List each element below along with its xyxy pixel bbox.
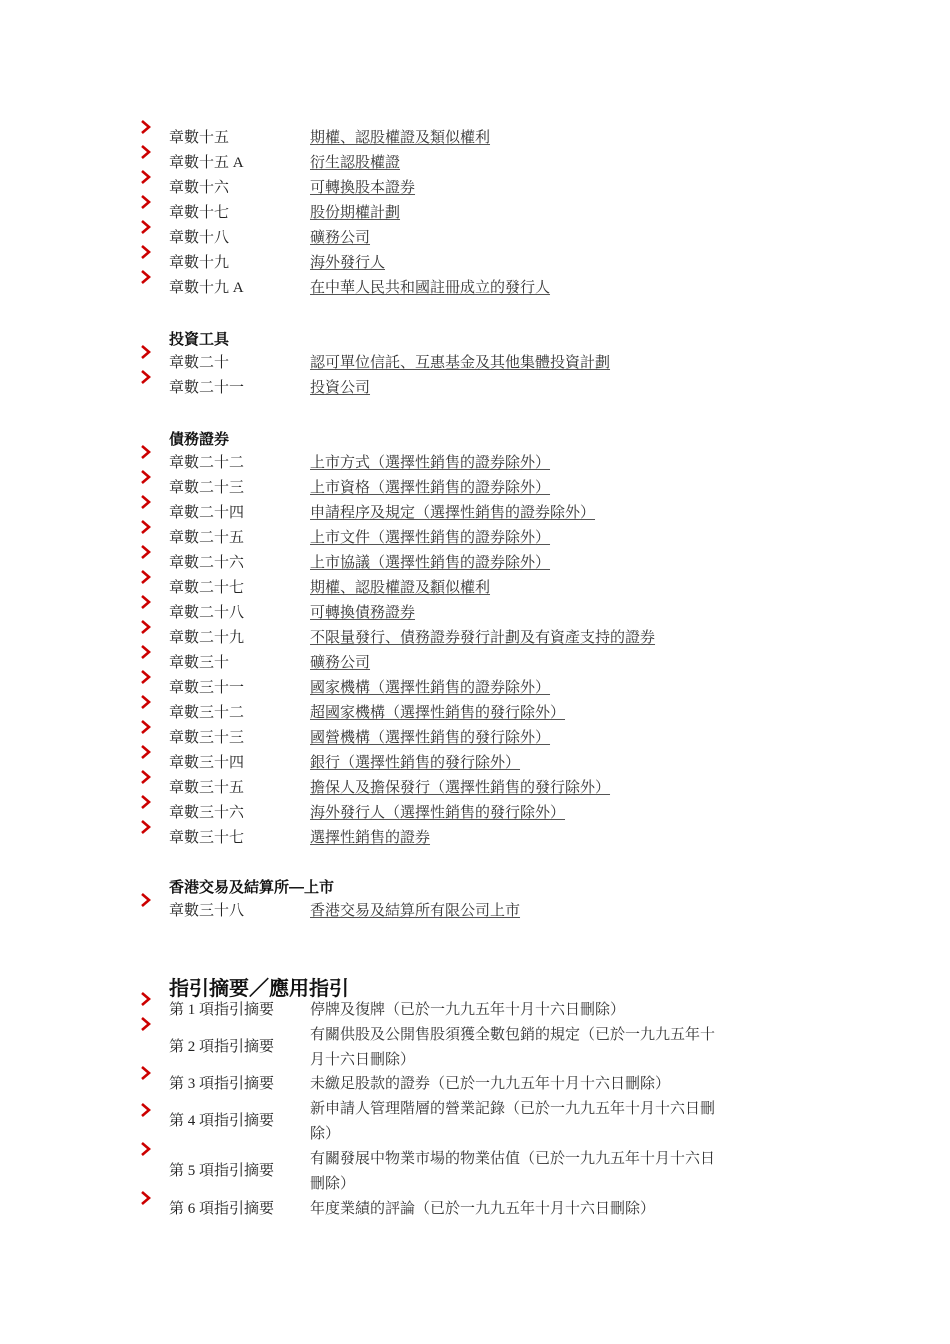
guidance-item xyxy=(140,1097,780,1147)
guidance-description: 停牌及復牌（已於一九九五年十月十六日刪除） xyxy=(310,1002,626,1018)
chapter-number: 章數二十四 xyxy=(169,505,245,521)
chapter-link[interactable]: 認可單位信託、互惠基金及其他集體投資計劃 xyxy=(310,355,611,371)
chapter-link[interactable]: 在中華人民共和國註冊成立的發行人 xyxy=(310,280,551,296)
chapter-number: 章數二十五 xyxy=(169,530,245,546)
guidance-label: 第 2 項指引摘要 xyxy=(169,1039,275,1055)
guidance-description: 年度業績的評論（已於一九九五年十月十六日刪除） xyxy=(310,1201,656,1217)
chapter-number: 章數三十二 xyxy=(169,705,245,721)
chapter-number: 章數三十八 xyxy=(169,903,245,919)
section-heading-guidance: 指引摘要／應用指引 xyxy=(169,978,349,1000)
chevron-right-icon xyxy=(140,145,152,159)
guidance-description: 有關供股及公開售股須獲全數包銷的規定（已於一九九五年十月十六日刪除） xyxy=(310,1027,716,1068)
guidance-label: 第 3 項指引摘要 xyxy=(169,1076,275,1092)
chapter-number: 章數二十 xyxy=(169,355,230,371)
chapter-link[interactable]: 衍生認股權證 xyxy=(310,155,401,171)
guidance-label: 第 5 項指引摘要 xyxy=(169,1163,275,1179)
chevron-right-icon xyxy=(140,720,152,734)
chevron-right-icon xyxy=(140,795,152,809)
section-heading-investment: 投資工具 xyxy=(169,331,230,348)
chapter-number: 章數三十六 xyxy=(169,805,245,821)
chapter-number: 章數三十四 xyxy=(169,755,245,771)
chevron-right-icon xyxy=(140,893,152,907)
chevron-right-icon xyxy=(140,1066,152,1080)
chapter-link[interactable]: 投資公司 xyxy=(310,380,371,396)
chapter-number: 章數二十八 xyxy=(169,605,245,621)
chapter-link[interactable]: 海外發行人（選擇性銷售的發行除外） xyxy=(310,805,566,821)
chevron-right-icon xyxy=(140,220,152,234)
guidance-item xyxy=(140,1147,780,1197)
chapter-number: 章數十七 xyxy=(169,205,230,221)
chevron-right-icon xyxy=(140,170,152,184)
chapter-link[interactable]: 擔保人及擔保發行（選擇性銷售的發行除外） xyxy=(310,780,611,796)
chevron-right-icon xyxy=(140,595,152,609)
chapter-link[interactable]: 期權、認股權證及類似權利 xyxy=(310,130,491,146)
chevron-right-icon xyxy=(140,1103,152,1117)
chapter-number: 章數三十七 xyxy=(169,830,245,846)
chapter-number: 章數二十三 xyxy=(169,480,245,496)
guidance-item xyxy=(140,1072,780,1097)
chapter-number: 章數二十七 xyxy=(169,580,245,596)
chapter-link[interactable]: 國營機構（選擇性銷售的發行除外） xyxy=(310,730,551,746)
guidance-label: 第 1 項指引摘要 xyxy=(169,1002,275,1018)
chevron-right-icon xyxy=(140,370,152,384)
guidance-label: 第 4 項指引摘要 xyxy=(169,1113,275,1129)
chevron-right-icon xyxy=(140,570,152,584)
chevron-right-icon xyxy=(140,645,152,659)
guidance-item xyxy=(140,1023,780,1073)
chevron-right-icon xyxy=(140,992,152,1006)
guidance-item xyxy=(140,998,780,1023)
chapter-link[interactable]: 申請程序及規定（選擇性銷售的證券除外） xyxy=(310,505,596,521)
chapter-number: 章數十五 A xyxy=(169,155,244,171)
chevron-right-icon xyxy=(140,445,152,459)
chapter-number: 章數十九 A xyxy=(169,280,244,296)
chapter-number: 章數二十九 xyxy=(169,630,245,646)
chapter-number: 章數十五 xyxy=(169,130,230,146)
guidance-label: 第 6 項指引摘要 xyxy=(169,1201,275,1217)
chevron-right-icon xyxy=(140,670,152,684)
chapter-link[interactable]: 海外發行人 xyxy=(310,255,386,271)
chevron-right-icon xyxy=(140,620,152,634)
chapter-link[interactable]: 超國家機構（選擇性銷售的發行除外） xyxy=(310,705,566,721)
chevron-right-icon xyxy=(140,745,152,759)
section-heading-hkex: 香港交易及結算所—上市 xyxy=(169,879,335,896)
chapter-number: 章數三十 xyxy=(169,655,230,671)
section-heading-debt: 債務證券 xyxy=(169,431,230,448)
chapter-number: 章數三十五 xyxy=(169,780,245,796)
chapter-link[interactable]: 股份期權計劃 xyxy=(310,205,401,221)
guidance-description: 新申請人管理階層的營業記錄（已於一九九五年十月十六日刪除） xyxy=(310,1101,716,1142)
chevron-right-icon xyxy=(140,770,152,784)
chevron-right-icon xyxy=(140,120,152,134)
chapter-link[interactable]: 可轉換股本證券 xyxy=(310,180,416,196)
chapter-link[interactable]: 選擇性銷售的證券 xyxy=(310,830,431,846)
chapter-link[interactable]: 上市協議（選擇性銷售的證券除外） xyxy=(310,555,551,571)
chapter-link[interactable]: 上市資格（選擇性銷售的證券除外） xyxy=(310,480,551,496)
guidance-description: 有關發展中物業市場的物業估值（已於一九九五年十月十六日刪除） xyxy=(310,1151,716,1192)
chapter-number: 章數二十一 xyxy=(169,380,245,396)
chevron-right-icon xyxy=(140,695,152,709)
chapter-link[interactable]: 香港交易及結算所有限公司上市 xyxy=(310,903,521,919)
chapter-number: 章數三十一 xyxy=(169,680,245,696)
chapter-number: 章數十九 xyxy=(169,255,230,271)
chapter-number: 章數十八 xyxy=(169,230,230,246)
chevron-right-icon xyxy=(140,270,152,284)
chevron-right-icon xyxy=(140,345,152,359)
guidance-description: 未繳足股款的證券（已於一九九五年十月十六日刪除） xyxy=(310,1076,671,1092)
chapter-link[interactable]: 上市方式（選擇性銷售的證券除外） xyxy=(310,455,551,471)
chevron-right-icon xyxy=(140,1142,152,1156)
chapter-link[interactable]: 國家機構（選擇性銷售的證券除外） xyxy=(310,680,551,696)
chapter-link[interactable]: 銀行（選擇性銷售的發行除外） xyxy=(310,755,521,771)
chapter-link[interactable]: 礦務公司 xyxy=(310,230,371,246)
chapter-number: 章數二十六 xyxy=(169,555,245,571)
chevron-right-icon xyxy=(140,470,152,484)
guidance-item xyxy=(140,1197,780,1222)
chevron-right-icon xyxy=(140,545,152,559)
chevron-right-icon xyxy=(140,520,152,534)
chevron-right-icon xyxy=(140,245,152,259)
chapter-link[interactable]: 可轉換債務證券 xyxy=(310,605,416,621)
chevron-right-icon xyxy=(140,495,152,509)
chapter-link[interactable]: 礦務公司 xyxy=(310,655,371,671)
chapter-number: 章數二十二 xyxy=(169,455,245,471)
chevron-right-icon xyxy=(140,1191,152,1205)
chevron-right-icon xyxy=(140,1017,152,1031)
chapter-number: 章數十六 xyxy=(169,180,230,196)
chapter-link[interactable]: 上市文件（選擇性銷售的證券除外） xyxy=(310,530,551,546)
chevron-right-icon xyxy=(140,195,152,209)
chapter-number: 章數三十三 xyxy=(169,730,245,746)
chapter-link[interactable]: 期權、認股權證及纇似權利 xyxy=(310,580,491,596)
chapter-link[interactable]: 不限量發行、債務證券發行計劃及有資產支持的證券 xyxy=(310,630,656,646)
chevron-right-icon xyxy=(140,820,152,834)
